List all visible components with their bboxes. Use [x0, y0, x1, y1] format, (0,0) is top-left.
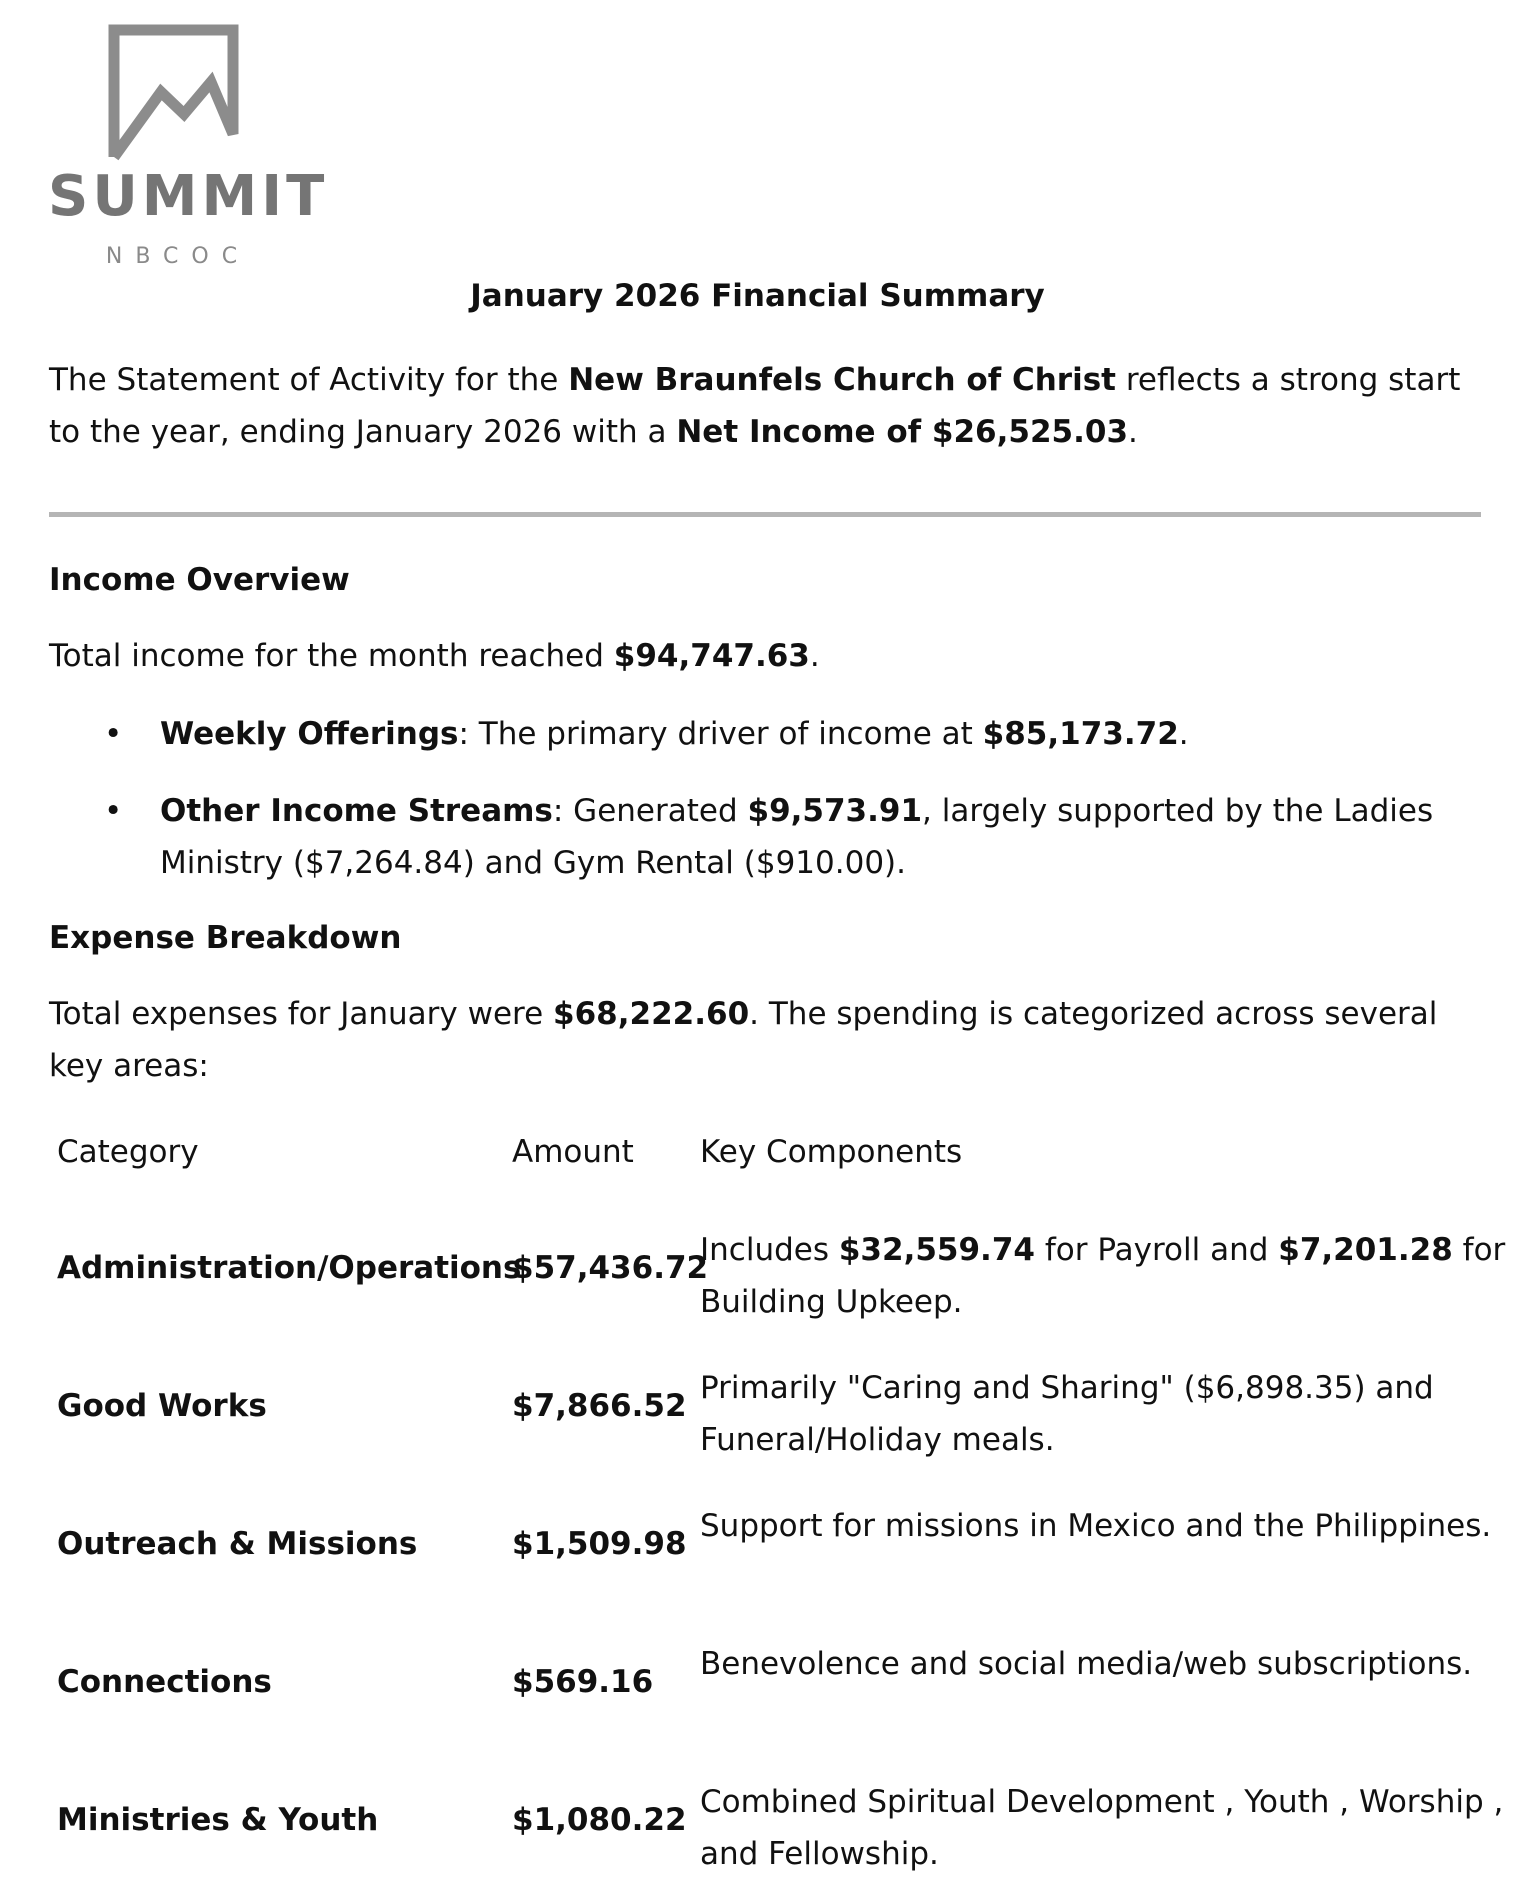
row-desc-text: Primarily "Caring and Sharing" ($6,898.35) and Funeral/Holiday meals.	[700, 1370, 1434, 1458]
row-components	[700, 1638, 1515, 1690]
row-desc-text: for Building Upkeep.	[700, 1232, 1506, 1320]
row-desc-value: $7,201.28	[1278, 1232, 1453, 1268]
expense-total-text: Total expenses for January were	[49, 996, 554, 1032]
table-row	[57, 1344, 1487, 1482]
row-desc-text: Support for missions in Mexico and the Philippines.	[700, 1508, 1492, 1544]
header-amount: Amount	[512, 1134, 634, 1170]
row-components	[700, 1500, 1515, 1552]
logo-name: SUMMIT	[48, 164, 329, 229]
row-amount: $7,866.52	[512, 1388, 687, 1424]
bullet-label: Other Income Streams	[160, 793, 553, 829]
expense-table	[57, 1126, 1506, 1896]
summit-logo	[48, 22, 329, 269]
header-category: Category	[57, 1134, 199, 1170]
expense-total	[49, 988, 1479, 1092]
row-desc-text: Benevolence and social media/web subscriptions.	[700, 1646, 1473, 1682]
income-total-text: Total income for the month reached	[49, 638, 614, 674]
bullet-text: .	[1178, 716, 1189, 752]
net-income: Net Income of $26,525.03	[676, 414, 1129, 450]
row-amount: $1,509.98	[512, 1526, 687, 1562]
row-components	[700, 1224, 1515, 1328]
logo-subtitle: NBCOC	[105, 244, 251, 269]
income-heading: Income Overview	[49, 562, 350, 598]
table-row	[57, 1758, 1504, 1896]
org-name: New Braunfels Church of Christ	[568, 362, 1116, 398]
row-category: Administration/Operations	[57, 1250, 522, 1286]
income-total	[49, 630, 1479, 682]
intro-text-1: The Statement of Activity for the	[49, 362, 569, 398]
income-total-value: $94,747.63	[613, 638, 810, 674]
row-desc-text: for Payroll and	[1034, 1232, 1279, 1268]
row-amount: $569.16	[512, 1664, 654, 1700]
row-amount: $1,080.22	[512, 1802, 687, 1838]
row-amount: $57,436.72	[512, 1250, 709, 1286]
bullet-value: $9,573.91	[747, 793, 923, 829]
table-row	[57, 1620, 1487, 1758]
intro-text-3: .	[1128, 414, 1138, 450]
row-desc-text: Includes	[700, 1232, 839, 1268]
bullet-text: : The primary driver of income at	[458, 716, 983, 752]
row-desc-text: Combined Spiritual Development , Youth , Worship , and Fellowship.	[700, 1784, 1504, 1872]
expense-total-end: . The spending is categorized across several key areas:	[49, 996, 1438, 1084]
bullet-text: : Generated	[552, 793, 748, 829]
table-row	[57, 1206, 1506, 1344]
table-header	[57, 1126, 1487, 1206]
expense-total-value: $68,222.60	[553, 996, 750, 1032]
income-bullet-list	[49, 708, 1479, 914]
intro-text-2: reflects a strong start to the year, ending January 2026 with a	[49, 362, 1461, 450]
row-desc-value: $32,559.74	[838, 1232, 1035, 1268]
divider	[49, 512, 1481, 517]
bullet-value: $85,173.72	[982, 716, 1179, 752]
row-category: Good Works	[57, 1388, 267, 1424]
row-components	[700, 1362, 1515, 1466]
bullet-text: , largely supported by the Ladies Ministry ($7,264.84) and Gym Rental ($910.00).	[160, 793, 1434, 881]
bullet-label: Weekly Offerings	[160, 716, 459, 752]
income-total-end: .	[809, 638, 820, 674]
intro-paragraph	[49, 354, 1479, 458]
expense-heading: Expense Breakdown	[49, 920, 402, 956]
list-item	[49, 785, 1479, 889]
table-row	[57, 1482, 1492, 1620]
list-item	[49, 708, 1479, 760]
row-category: Outreach & Missions	[57, 1526, 418, 1562]
row-category: Connections	[57, 1664, 272, 1700]
mountain-banner-icon	[106, 22, 241, 162]
row-category: Ministries & Youth	[57, 1802, 379, 1838]
page-title: January 2026 Financial Summary	[470, 278, 1045, 314]
header-components: Key Components	[700, 1134, 963, 1170]
row-components	[700, 1776, 1515, 1880]
